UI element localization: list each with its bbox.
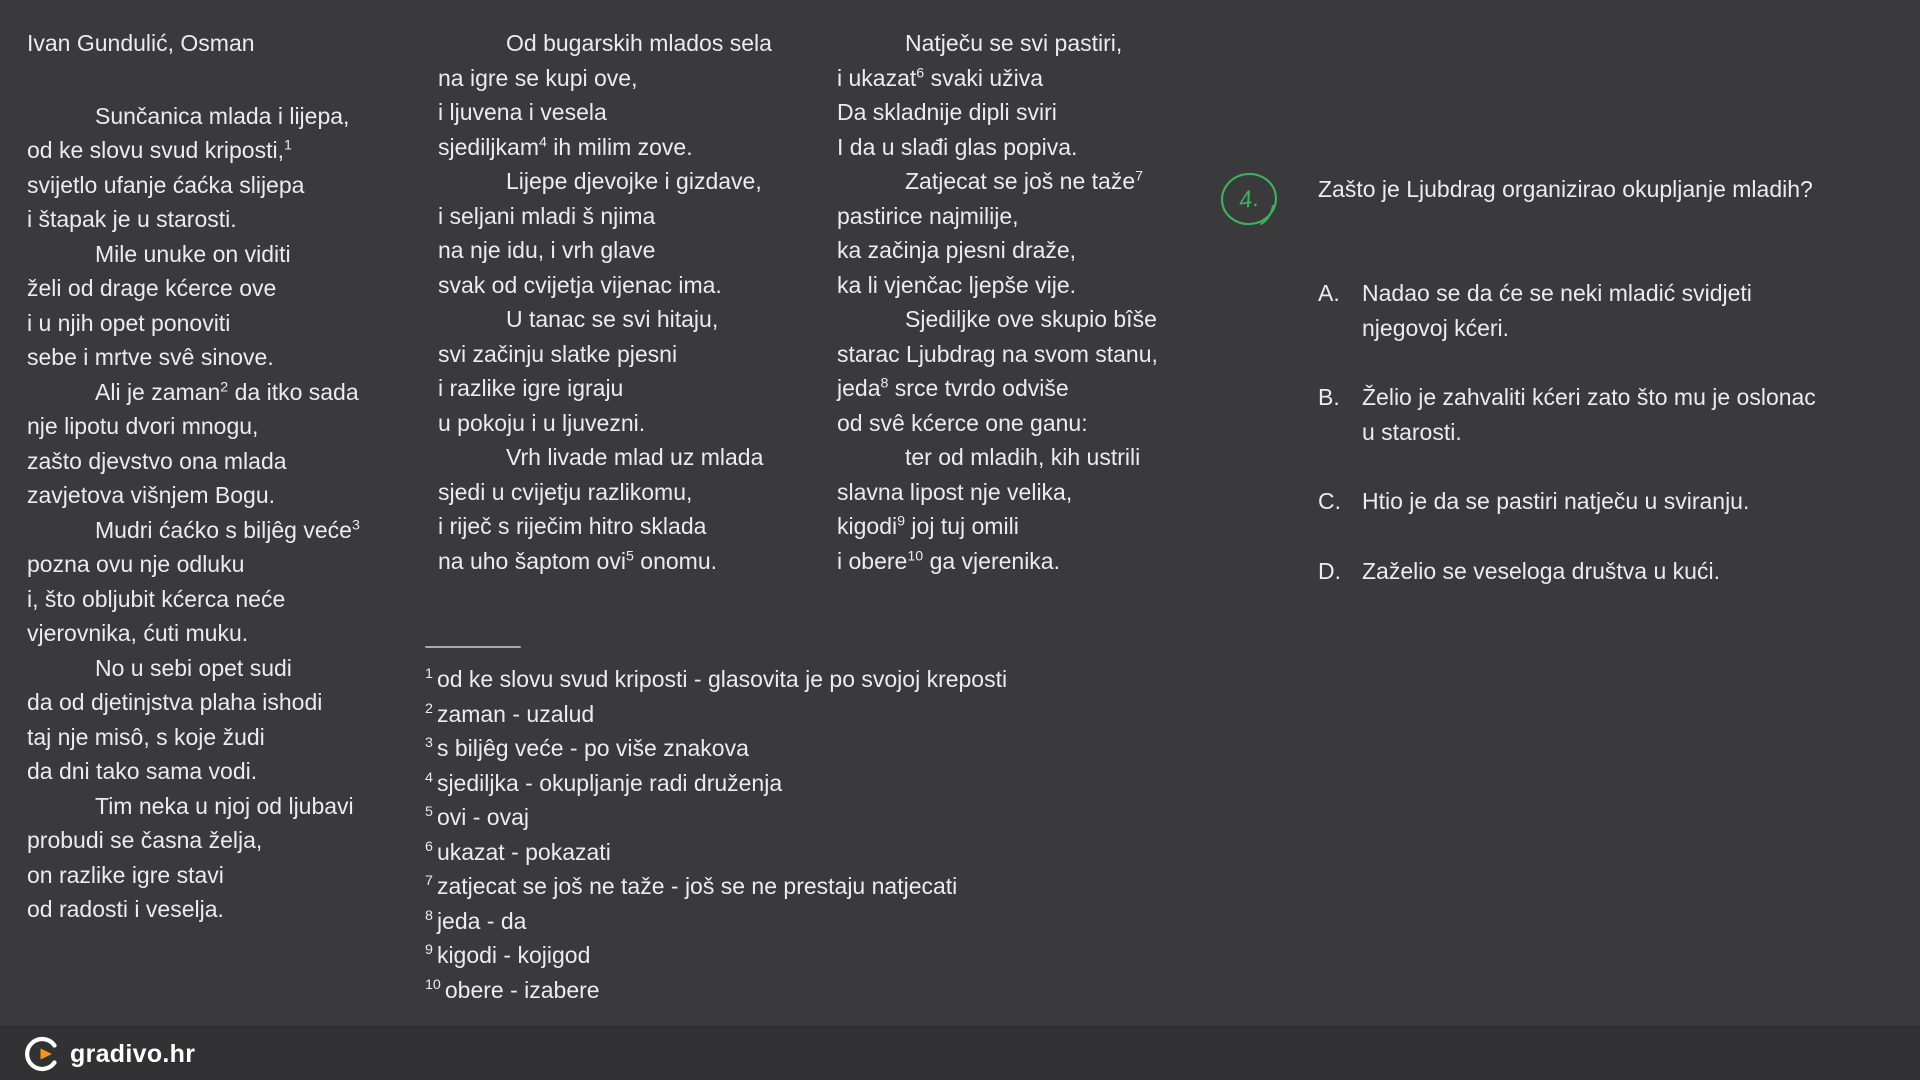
footnote-list xyxy=(425,662,1007,1007)
option-text xyxy=(1362,276,1752,345)
footnote: $^6$ ukazat - pokazati xyxy=(425,838,611,865)
poem-line: od radosti i veselja. xyxy=(27,896,224,922)
answer-option-d[interactable] xyxy=(1318,554,1816,589)
option-text-line: Želio je zahvaliti kćeri zato što mu je oslonac xyxy=(1362,384,1816,410)
answer-option-b[interactable] xyxy=(1318,380,1816,449)
poem-column-2 xyxy=(438,26,772,578)
gradivo-g-icon xyxy=(24,1036,60,1072)
poem-column-3 xyxy=(837,26,1158,578)
poem-column-1 xyxy=(27,26,360,927)
footnote-divider xyxy=(425,646,521,648)
poem-line: taj nje misô, s koje žudi xyxy=(27,723,265,750)
poem-line: sjediljkam$^4$ ih milim zove. xyxy=(438,133,693,160)
poem-line: od ke slovu svud kriposti,$^1$ xyxy=(27,137,292,163)
footnote: $^{10}$ obere - izabere xyxy=(425,976,600,1003)
poem-line: Sunčanica mlada i lijepa, xyxy=(95,102,350,129)
poem-line: i štapak je u starosti. xyxy=(27,206,237,232)
footnote: $^4$ sjediljka - okupljanje radi druženja xyxy=(425,769,783,796)
option-text xyxy=(1362,484,1749,519)
poem-line: probudi se časna želja, xyxy=(27,827,263,853)
poem-line: i seljani mladi š njima xyxy=(438,202,656,229)
poem-line: zašto djevstvo ona mlada xyxy=(27,447,287,474)
footnote: $^7$ zatjecat se još ne taže - još se ne prestaju natjecati xyxy=(425,873,958,899)
option-text-line: u starosti. xyxy=(1362,418,1462,445)
poem-line: sjedi u cvijetju razlikomu, xyxy=(438,478,693,505)
option-text-line: Htio je da se pastiri natječu u sviranju. xyxy=(1362,488,1750,514)
poem-line: zavjetova višnjem Bogu. xyxy=(27,482,276,508)
poem-line: slavna lipost nje velika, xyxy=(837,478,1073,505)
answer-option-c[interactable] xyxy=(1318,484,1816,519)
poem-line: želi od drage kćerce ove xyxy=(27,275,277,301)
spacer xyxy=(27,61,360,99)
poem-stanzas-3 xyxy=(837,26,1158,578)
poem-stanzas-1 xyxy=(27,99,360,927)
option-text-line: njegovoj kćeri. xyxy=(1362,314,1510,341)
poem-line: Sjediljke ove skupio bîše xyxy=(905,306,1157,332)
question-number-badge xyxy=(1216,168,1282,232)
poem-line: da dni tako sama vodi. xyxy=(27,758,258,784)
answer-options xyxy=(1318,276,1816,623)
poem-line: U tanac se svi hitaju, xyxy=(506,306,719,332)
option-label: B. xyxy=(1318,384,1340,410)
poem-line: i ukazat$^6$ svaki uživa xyxy=(837,64,1044,91)
poem-line: i ljuvena i vesela xyxy=(438,99,607,125)
gradivo-logo-text: gradivo.hr xyxy=(70,1039,196,1068)
poem-line: Zatjecat se još ne taže$^7$ xyxy=(905,168,1144,194)
poem-line: ka začinja pjesni draže, xyxy=(837,237,1077,263)
option-label: D. xyxy=(1318,557,1341,584)
poem-line: starac Ljubdrag na svom stanu, xyxy=(837,340,1158,367)
poem-line: i u njih opet ponoviti xyxy=(27,309,231,336)
poem-line: Od bugarskih mlados sela xyxy=(506,30,772,56)
footnote: $^8$ jeda - da xyxy=(425,907,527,934)
poem-line: i razlike igre igraju xyxy=(438,375,624,401)
footnote: $^3$ s biljêg veće - po više znakova xyxy=(425,735,749,761)
poem-line: Natječu se svi pastiri, xyxy=(905,30,1123,56)
poem-line: Ali je zaman$^2$ da itko sada xyxy=(95,378,359,405)
poem-line: Lijepe djevojke i gizdave, xyxy=(506,168,762,194)
option-text xyxy=(1362,554,1720,589)
poem-line: na igre se kupi ove, xyxy=(438,64,638,91)
poem-line: i, što obljubit kćerca neće xyxy=(27,585,286,612)
poem-line: No u sebi opet sudi xyxy=(95,654,292,681)
poem-line: od svê kćerce one ganu: xyxy=(837,409,1088,436)
poem-line: Mudri ćaćko s biljêg veće$^3$ xyxy=(95,516,360,543)
poem-line: jeda$^8$ srce tvrdo odviše xyxy=(837,375,1069,401)
footnote: $^9$ kigodi - kojigod xyxy=(425,942,591,968)
poem-line: nje lipotu dvori mnogu, xyxy=(27,413,259,439)
poem-line: pozna ovu nje odluku xyxy=(27,551,245,577)
question-text: Zašto je Ljubdrag organizirao okupljanje mladih? xyxy=(1318,176,1813,202)
poem-line: i riječ s riječim hitro sklada xyxy=(438,513,707,539)
poem-line: pastirice najmilije, xyxy=(837,202,1019,229)
option-text xyxy=(1362,380,1816,449)
option-label: C. xyxy=(1318,488,1341,514)
poem-line: sebe i mrtve svê sinove. xyxy=(27,344,274,370)
poem-line: na nje idu, i vrh glave xyxy=(438,237,656,263)
poem-line: Vrh livade mlad uz mlada xyxy=(506,444,764,470)
footnote: $^2$ zaman - uzalud xyxy=(425,700,595,727)
poem-line: Da skladnije dipli sviri xyxy=(837,99,1057,125)
poem-line: u pokoju i u ljuvezni. xyxy=(438,409,646,436)
poem-line: kigodi$^9$ joj tuj omili xyxy=(837,513,1019,539)
poem-line: on razlike igre stavi xyxy=(27,861,224,888)
poem-line: Tim neka u njoj od ljubavi xyxy=(95,792,354,819)
answer-option-a[interactable] xyxy=(1318,276,1816,345)
footnote: $^5$ ovi - ovaj xyxy=(425,804,529,830)
poem-line: i obere$^{10}$ ga vjerenika. xyxy=(837,547,1060,574)
poem-line: ter od mladih, kih ustrili xyxy=(905,444,1141,470)
poem-line: vjerovnika, ćuti muku. xyxy=(27,620,249,646)
option-text-line: Nadao se da će se neki mladić svidjeti xyxy=(1362,280,1752,306)
footnote: $^1$ od ke slovu svud kriposti - glasovita je po svojoj kreposti xyxy=(425,666,1008,692)
poem-line: ka li vjenčac ljepše vije. xyxy=(837,271,1077,298)
poem-line: I da u slađi glas popiva. xyxy=(837,133,1078,160)
footer-bar xyxy=(0,1026,1920,1080)
option-text-line: Zaželio se veseloga društva u kući. xyxy=(1362,557,1720,584)
poem-line: Mile unuke on viditi xyxy=(95,240,291,267)
poem-line: svak od cvijetja vijenac ima. xyxy=(438,271,722,298)
poem-line: na uho šaptom ovi$^5$ onomu. xyxy=(438,547,717,574)
option-label: A. xyxy=(1318,280,1340,306)
poem-title: Ivan Gundulić, Osman xyxy=(27,30,255,56)
question-number: 4. xyxy=(1237,184,1261,215)
poem-line: da od djetinjstva plaha ishodi xyxy=(27,689,323,715)
poem-line: svi začinju slatke pjesni xyxy=(438,340,678,367)
gradivo-logo[interactable] xyxy=(24,1036,195,1072)
poem-stanzas-2 xyxy=(438,26,772,578)
poem-line: svijetlo ufanje ćaćka slijepa xyxy=(27,171,305,198)
